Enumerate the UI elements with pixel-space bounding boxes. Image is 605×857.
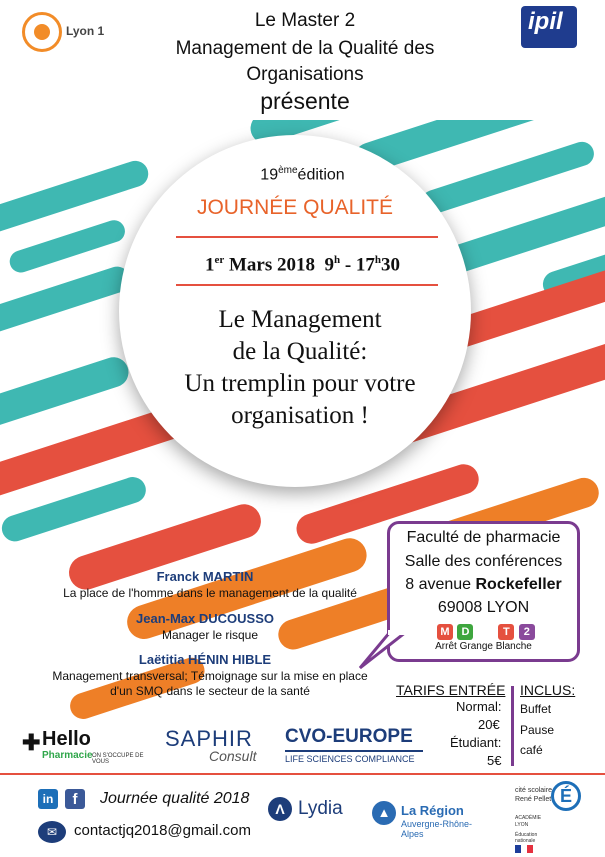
tram-badge: T: [498, 624, 514, 640]
speaker-topic: Management transversal; Témoignage sur la mise en place: [52, 669, 368, 683]
ipil-logo-text: ipil: [528, 8, 563, 35]
plus-icon: ✚: [22, 730, 41, 755]
header-line-1: Le Master 2: [254, 10, 356, 31]
normal-price: 20€: [478, 717, 500, 732]
speaker-topic: Manager le risque: [161, 628, 259, 642]
logo-e-icon: É: [551, 781, 581, 811]
header-line-4: présente: [260, 88, 350, 114]
includes-item: café: [520, 743, 543, 757]
university-logo-text: Lyon 1: [66, 24, 105, 38]
divider-bottom: [176, 284, 438, 286]
header-line-3: Organisations: [246, 64, 364, 85]
pricing-title: TARIFS ENTRÉE: [396, 682, 506, 698]
cite-scolaire-logo: cité scolaire René Pellet É ACADÉMIE LYON Éducation nationale: [515, 777, 590, 855]
transit-badges: [437, 622, 535, 640]
cvo-europe-logo: CVO-EUROPE LIFE SCIENCES COMPLIANCE: [285, 726, 430, 768]
speaker-topic-cont: d'un SMQ dans le secteur de la santé: [110, 684, 310, 698]
french-flag-icon: [515, 845, 533, 853]
venue-line-4: 69008 LYON: [437, 599, 530, 616]
theme-line-4: organisation !: [231, 402, 369, 429]
includes-title: INCLUS:: [520, 682, 576, 698]
speaker-name: Jean-Max DUCOUSSO: [136, 611, 274, 626]
linkedin-icon[interactable]: in: [38, 789, 58, 809]
facebook-icon[interactable]: f: [65, 789, 85, 809]
theme-line-1: Le Management: [218, 306, 382, 333]
includes-item: Buffet: [520, 702, 552, 716]
divider-top: [176, 236, 438, 238]
venue-line-1: Faculté de pharmacie: [406, 529, 561, 546]
header-line-2: Management de la Qualité des: [175, 38, 435, 59]
pricing-divider: [511, 686, 514, 766]
event-date-time: 1er Mars 2018 9$^h$ - 17$^h$30: [204, 254, 401, 276]
speaker-topic: La place de l'homme dans le management de la qualité: [63, 586, 357, 600]
includes-item: Pause: [520, 723, 555, 737]
venue-line-2: Salle des conférences: [404, 553, 563, 570]
saphir-consult-logo: SAPHIR Consult: [165, 726, 257, 764]
region-logo: ▲ La Région Auvergne-Rhône-Alpes: [372, 801, 492, 841]
venue-line-3: 8 avenue Rockefeller: [405, 576, 562, 593]
tram-line-badge: 2: [519, 624, 535, 640]
normal-label: Normal:: [456, 699, 502, 714]
theme-line-3: Un tremplin pour votre: [184, 370, 416, 397]
speaker-name: Franck MARTIN: [156, 569, 254, 584]
hello-pharmacie-logo: ✚ Hello Pharmacie ON S'OCCUPE DE VOUS: [22, 728, 144, 765]
student-label: Étudiant:: [450, 735, 502, 750]
event-title: JOURNÉE QUALITÉ: [196, 196, 394, 219]
edition-label: 19èmeédition: [260, 165, 345, 184]
mail-icon[interactable]: ✉: [38, 821, 66, 843]
student-price: 5€: [487, 753, 502, 768]
metro-line-badge: D: [457, 624, 473, 640]
contact-email[interactable]: contactjq2018@gmail.com: [74, 822, 251, 839]
university-logo-inner: [34, 24, 50, 40]
mountain-icon: ▲: [372, 801, 396, 825]
lydia-logo: Λ Lydia: [268, 797, 378, 827]
theme-line-2: de la Qualité:: [232, 338, 368, 365]
social-text: Journée qualité 2018: [100, 790, 250, 807]
speaker-name: Laëtitia HÉNIN HIBLE: [138, 652, 272, 667]
metro-badge: M: [437, 624, 453, 640]
cvo-bar: [285, 750, 423, 752]
transit-stop: Arrêt Grange Blanche: [435, 641, 532, 652]
lydia-icon: Λ: [268, 797, 292, 821]
